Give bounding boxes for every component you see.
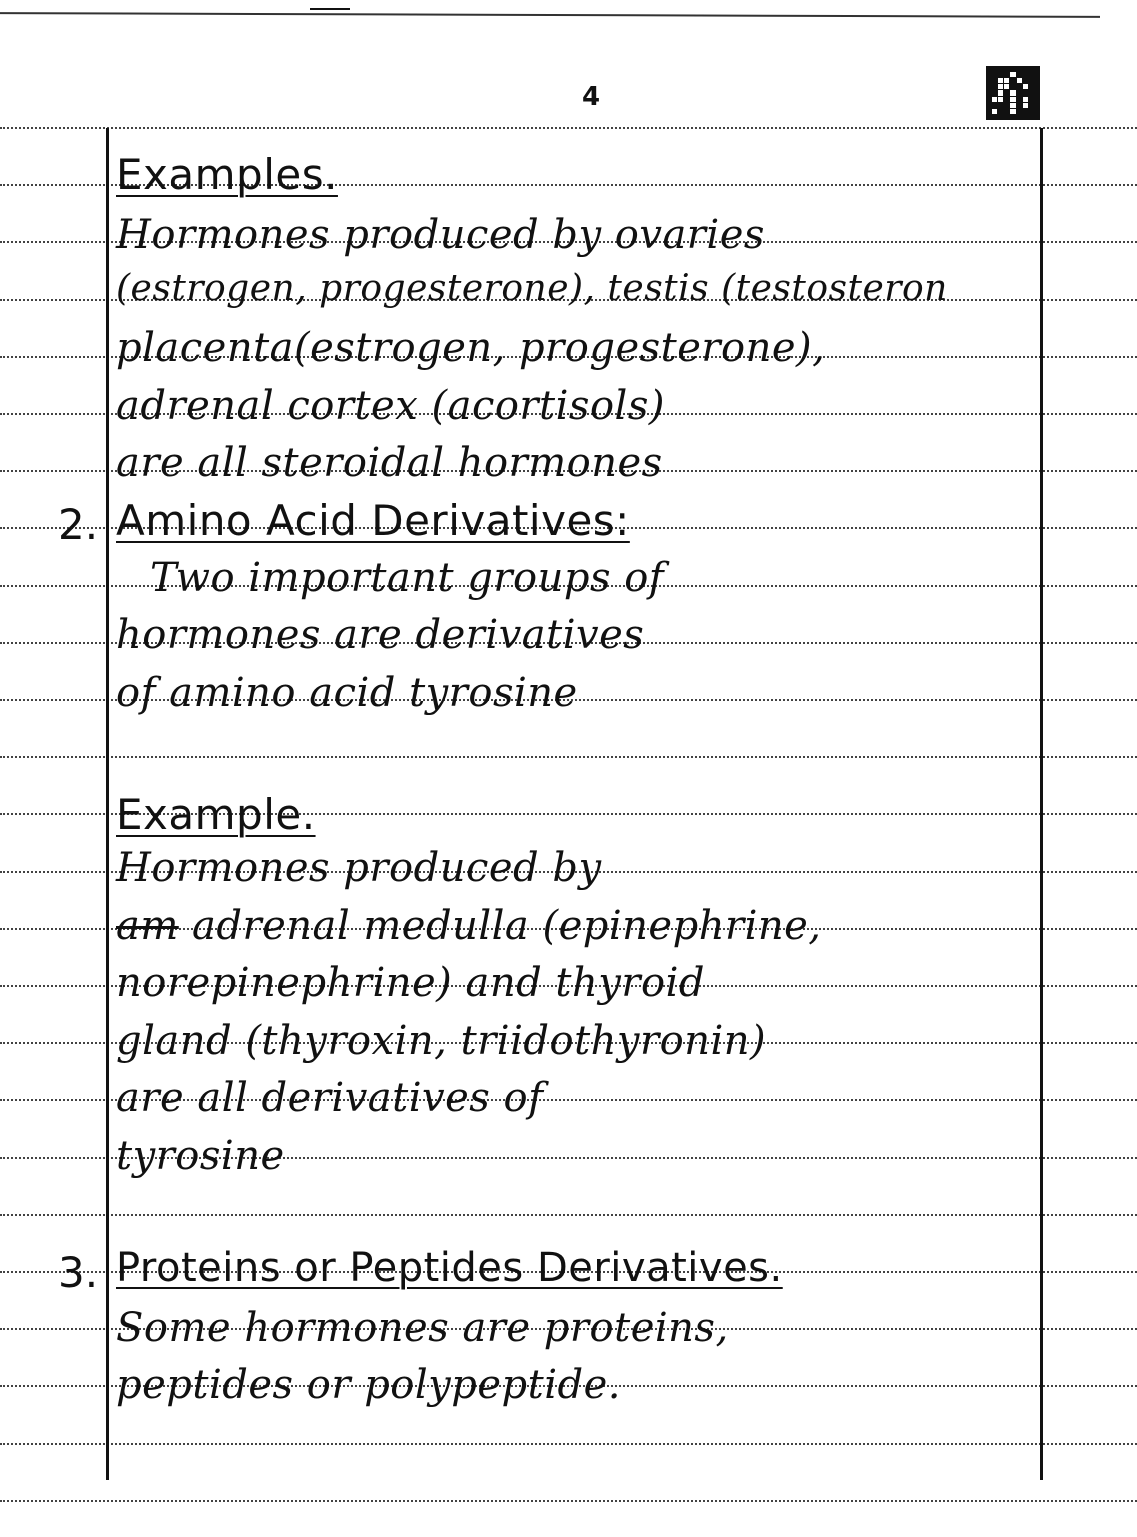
text-line: hormones are derivatives — [116, 612, 645, 658]
example-heading: Example. — [116, 790, 316, 839]
top-rule — [0, 12, 1100, 18]
section-number: 2. — [58, 500, 99, 549]
text-rest: adrenal medulla (epinephrine, — [192, 903, 822, 949]
right-margin-line — [1040, 128, 1043, 1480]
struck-word: am — [116, 903, 179, 949]
text-line: Two important groups of — [150, 555, 665, 601]
ruled-line — [0, 1443, 1137, 1445]
text-line: (estrogen, progesterone), testis (testosteron — [116, 268, 948, 309]
ruled-line — [0, 1500, 1137, 1502]
text-line: of amino acid tyrosine — [116, 670, 578, 716]
top-dash-mark — [310, 8, 350, 10]
text-line: norepinephrine) and thyroid — [116, 960, 705, 1006]
text-line: Some hormones are proteins, — [116, 1305, 729, 1351]
ruled-line — [0, 127, 1137, 129]
text-line: gland (thyroxin, triidothyronin) — [116, 1018, 767, 1064]
section-number: 3. — [58, 1248, 99, 1297]
text-line: Hormones produced by — [116, 845, 602, 891]
examples-heading: Examples. — [116, 150, 338, 199]
left-margin-line — [106, 128, 109, 1480]
ruled-line — [0, 756, 1137, 758]
text-line: placenta(estrogen, progesterone), — [116, 325, 826, 371]
text-line: tyrosine — [116, 1133, 285, 1179]
text-line: peptides or polypeptide. — [116, 1362, 622, 1408]
text-line: are all derivatives of — [116, 1075, 544, 1121]
text-line: adrenal cortex (acortisols) — [116, 383, 665, 429]
page-number: 4 — [582, 82, 601, 112]
section-heading: Proteins or Peptides Derivatives. — [116, 1245, 783, 1291]
text-line — [116, 903, 822, 949]
section-heading: Amino Acid Derivatives: — [116, 496, 630, 545]
text-line: are all steroidal hormones — [116, 440, 663, 486]
text-line: Hormones produced by ovaries — [116, 212, 765, 258]
ruled-line — [0, 1214, 1137, 1216]
qr-code-icon — [986, 66, 1040, 120]
